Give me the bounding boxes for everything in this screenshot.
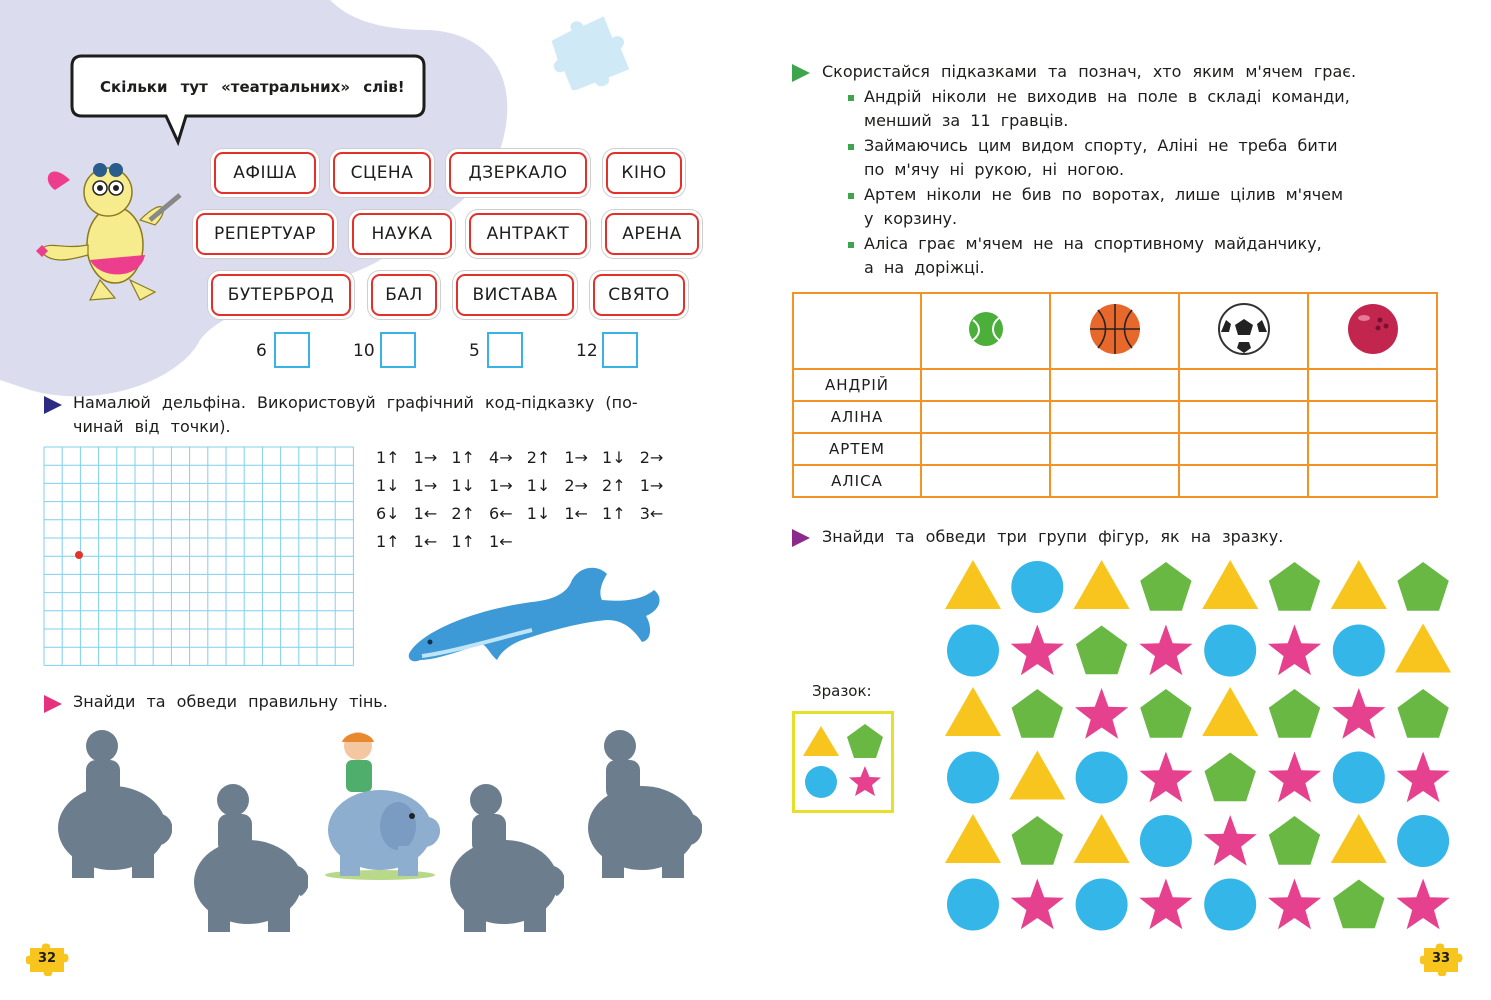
pentagon-shape[interactable] <box>1205 753 1256 802</box>
header-empty-cell <box>793 293 921 369</box>
word-card[interactable]: БАЛ <box>371 274 437 316</box>
clue-item <box>848 85 1350 133</box>
header-ball-cell <box>921 293 1050 369</box>
triangle-shape[interactable] <box>1202 560 1258 609</box>
code-line: 1↑ 1→ 1↑ 4→ 2↑ 1→ 1↓ 2→ <box>376 448 664 467</box>
answer-checkbox[interactable] <box>380 332 416 368</box>
answer-number: 12 <box>576 341 598 361</box>
shadow-task-title: Знайди та обведи правильну тінь. <box>73 692 388 711</box>
sample-box <box>792 711 894 813</box>
pentagon-shape[interactable] <box>1076 626 1127 675</box>
task-arrow-icon <box>792 529 810 547</box>
word-card[interactable]: НАУКА <box>352 213 452 255</box>
answer-cell[interactable] <box>1179 465 1308 497</box>
page-number <box>1420 942 1464 976</box>
pentagon-shape[interactable] <box>1397 562 1448 611</box>
answer-cell[interactable] <box>1050 465 1179 497</box>
star-shape[interactable] <box>1268 752 1321 803</box>
word-card[interactable]: ВИСТАВА <box>456 274 574 316</box>
answer-cell[interactable] <box>1050 401 1179 433</box>
clue-item <box>848 183 1343 231</box>
pentagon-shape[interactable] <box>1140 689 1191 738</box>
bowling-ball-icon <box>1346 302 1400 356</box>
answer-cell[interactable] <box>921 369 1050 401</box>
answer-checkbox[interactable] <box>487 332 523 368</box>
ball-task-title: Скористайся підказками та познач, хто яким м'ячем грає. <box>822 62 1357 81</box>
start-dot <box>75 551 83 559</box>
star-shape[interactable] <box>1011 879 1064 930</box>
shapes-grid[interactable] <box>940 555 1460 945</box>
task-arrow-icon <box>792 64 810 82</box>
page-number-text: 32 <box>38 951 57 966</box>
sample-shapes <box>795 714 891 810</box>
answer-number: 6 <box>256 341 267 361</box>
circle-shape[interactable] <box>1140 815 1192 867</box>
answer-cell[interactable] <box>1308 369 1437 401</box>
player-name-cell: АЛІСА <box>793 465 921 497</box>
triangle-shape[interactable] <box>1331 814 1387 863</box>
circle-shape[interactable] <box>1333 752 1385 804</box>
player-name-cell: АРТЕМ <box>793 433 921 465</box>
clue-text: а на доріжці. <box>864 258 985 277</box>
player-name-cell: АЛІНА <box>793 401 921 433</box>
star-shape <box>849 766 881 796</box>
answer-number: 5 <box>469 341 480 361</box>
speech-bubble-text: Скільки тут «театральних» слів! <box>100 78 405 96</box>
word-card[interactable]: АФІША <box>214 152 316 194</box>
dragon-mascot-icon <box>30 150 190 310</box>
tennis-ball-icon <box>967 310 1005 348</box>
dolphin-task-line1: Намалюй дельфіна. Використовуй графічний код-підказку (по- <box>73 393 638 412</box>
star-shape[interactable] <box>1139 879 1192 930</box>
task-arrow-icon <box>44 695 62 713</box>
pentagon-shape[interactable] <box>1269 689 1320 738</box>
answer-cell[interactable] <box>1179 401 1308 433</box>
star-shape[interactable] <box>1268 625 1321 676</box>
triangle-shape[interactable] <box>1074 560 1130 609</box>
word-card[interactable]: СЦЕНА <box>333 152 431 194</box>
clue-text: у корзину. <box>864 209 958 228</box>
elephant-shadow-icon <box>444 782 564 932</box>
circle-shape[interactable] <box>1204 879 1256 931</box>
clue-text: Аліса грає м'ячем не на спортивному майданчику, <box>864 234 1322 253</box>
answer-cell[interactable] <box>1308 465 1437 497</box>
header-ball-cell <box>1050 293 1179 369</box>
circle-shape[interactable] <box>1076 752 1128 804</box>
elephant-shadow-icon <box>52 728 172 878</box>
ball-logic-table <box>792 292 1438 498</box>
answer-cell[interactable] <box>1050 369 1179 401</box>
boy-on-elephant-icon <box>320 730 440 880</box>
answer-checkbox[interactable] <box>602 332 638 368</box>
star-shape[interactable] <box>1268 879 1321 930</box>
star-shape[interactable] <box>1011 625 1064 676</box>
triangle-shape[interactable] <box>1331 560 1387 609</box>
triangle-shape[interactable] <box>1202 687 1258 736</box>
word-card[interactable]: РЕПЕРТУАР <box>196 213 334 255</box>
circle-shape[interactable] <box>1204 625 1256 677</box>
clue-text: Займаючись цим видом спорту, Аліні не треба бити <box>864 136 1338 155</box>
pentagon-shape <box>847 724 883 758</box>
answer-cell[interactable] <box>1308 433 1437 465</box>
bullet-icon <box>848 95 854 101</box>
football-icon <box>1217 302 1271 356</box>
word-card[interactable]: АНТРАКТ <box>469 213 587 255</box>
page-number <box>26 942 70 976</box>
answer-cell[interactable] <box>921 433 1050 465</box>
drawing-grid[interactable] <box>43 446 355 666</box>
answer-cell[interactable] <box>921 401 1050 433</box>
task-arrow-icon <box>44 396 62 414</box>
clue-text: менший за 11 гравців. <box>864 111 1069 130</box>
triangle-shape[interactable] <box>1395 624 1451 673</box>
shapes-task-title: Знайди та обведи три групи фігур, як на зразку. <box>822 527 1284 546</box>
circle-shape[interactable] <box>1333 625 1385 677</box>
puzzle-piece-icon <box>545 15 635 90</box>
answer-cell[interactable] <box>1050 433 1179 465</box>
clue-item <box>848 134 1337 182</box>
triangle-shape[interactable] <box>1009 751 1065 800</box>
circle-shape[interactable] <box>947 752 999 804</box>
word-card[interactable]: СВЯТО <box>593 274 685 316</box>
pentagon-shape[interactable] <box>1333 880 1384 929</box>
elephant-shadow-icon <box>188 782 308 932</box>
clue-text: Андрій ніколи не виходив на поле в складі команди, <box>864 87 1350 106</box>
triangle-shape[interactable] <box>1074 814 1130 863</box>
pentagon-shape[interactable] <box>1269 816 1320 865</box>
pentagon-shape[interactable] <box>1140 562 1191 611</box>
page-number-text: 33 <box>1432 951 1451 966</box>
answer-cell[interactable] <box>1308 401 1437 433</box>
pentagon-shape[interactable] <box>1269 562 1320 611</box>
code-line: 6↓ 1← 2↑ 6← 1↓ 1← 1↑ 3← <box>376 504 664 523</box>
star-shape[interactable] <box>1332 688 1385 739</box>
clue-item <box>848 232 1322 280</box>
word-card[interactable]: АРЕНА <box>605 213 699 255</box>
star-shape[interactable] <box>1139 625 1192 676</box>
code-line: 1↓ 1→ 1↓ 1→ 1↓ 2→ 2↑ 1→ <box>376 476 664 495</box>
speech-bubble <box>68 52 428 152</box>
star-shape[interactable] <box>1139 752 1192 803</box>
dolphin-icon <box>402 560 668 670</box>
word-card[interactable]: БУТЕРБРОД <box>211 274 351 316</box>
pentagon-shape[interactable] <box>1012 689 1063 738</box>
word-card[interactable]: ДЗЕРКАЛО <box>449 152 587 194</box>
answer-cell[interactable] <box>1179 369 1308 401</box>
player-name-cell: АНДРІЙ <box>793 369 921 401</box>
circle-shape <box>805 766 837 798</box>
triangle-shape[interactable] <box>945 560 1001 609</box>
circle-shape[interactable] <box>1076 879 1128 931</box>
circle-shape[interactable] <box>1011 561 1063 613</box>
circle-shape[interactable] <box>947 879 999 931</box>
star-shape[interactable] <box>1075 688 1128 739</box>
star-shape[interactable] <box>1397 752 1450 803</box>
circle-shape[interactable] <box>947 625 999 677</box>
basketball-icon <box>1088 302 1142 356</box>
answer-checkbox[interactable] <box>274 332 310 368</box>
pentagon-shape[interactable] <box>1397 689 1448 738</box>
answer-cell[interactable] <box>921 465 1050 497</box>
bullet-icon <box>848 193 854 199</box>
header-ball-cell <box>1179 293 1308 369</box>
triangle-shape[interactable] <box>945 687 1001 736</box>
word-card[interactable]: КІНО <box>606 152 682 194</box>
answer-number: 10 <box>353 341 375 361</box>
star-shape[interactable] <box>1204 815 1257 866</box>
code-line: 1↑ 1← 1↑ 1← <box>376 532 513 551</box>
clue-text: по м'ячу ні рукою, ні ногою. <box>864 160 1125 179</box>
pentagon-shape[interactable] <box>1012 816 1063 865</box>
sample-label: Зразок: <box>812 682 872 700</box>
header-ball-cell <box>1308 293 1437 369</box>
clue-text: Артем ніколи не бив по воротах, лише цілив м'ячем <box>864 185 1344 204</box>
triangle-shape[interactable] <box>945 814 1001 863</box>
triangle-shape <box>803 726 839 756</box>
answer-cell[interactable] <box>1179 433 1308 465</box>
bullet-icon <box>848 144 854 150</box>
elephant-shadow-icon <box>582 728 702 878</box>
dolphin-task-line2: чинай від точки). <box>73 417 231 436</box>
star-shape[interactable] <box>1397 879 1450 930</box>
circle-shape[interactable] <box>1397 815 1449 867</box>
bullet-icon <box>848 242 854 248</box>
